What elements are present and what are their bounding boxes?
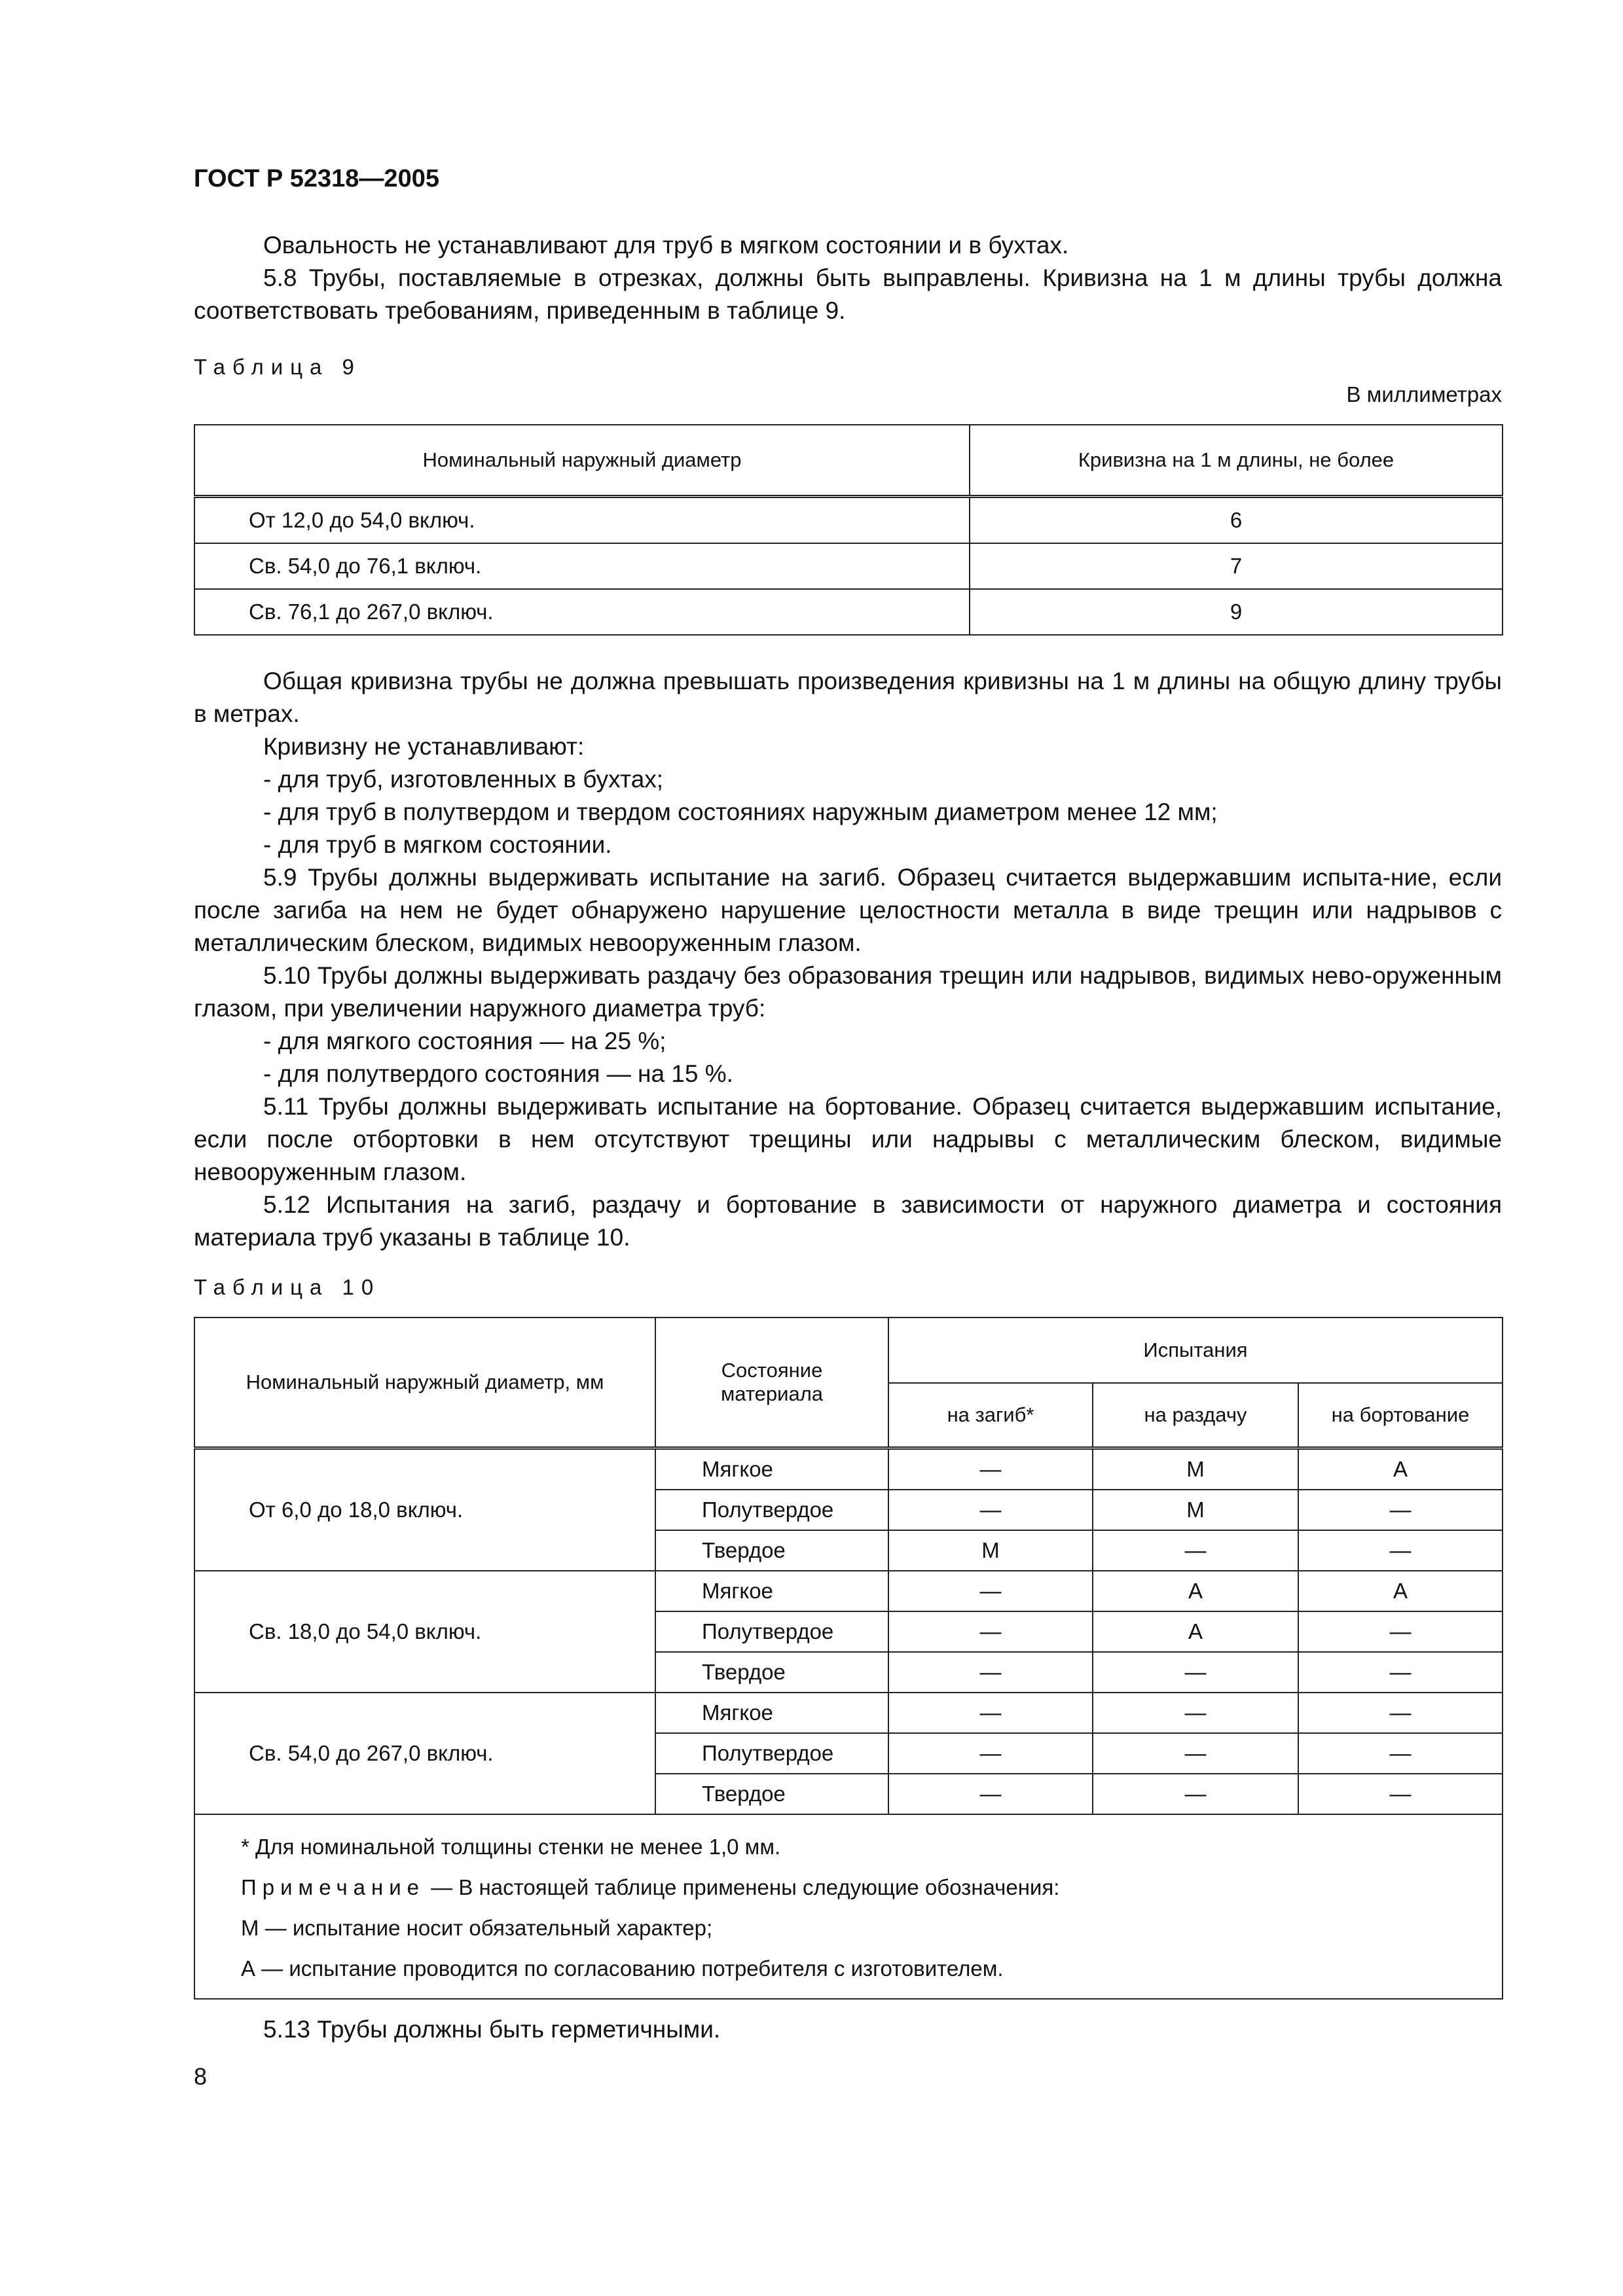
table10-cell-state: Мягкое bbox=[655, 1693, 888, 1733]
table-row bbox=[194, 1448, 1503, 1490]
table9-header-diameter: Номинальный наружный диаметр bbox=[194, 425, 970, 497]
table10-cell-bend: — bbox=[888, 1733, 1093, 1774]
table10-note-a: А — испытание проводится по согласованию потребителя с изготовителем. bbox=[241, 1956, 1004, 1981]
table10-cell-state: Твердое bbox=[655, 1652, 888, 1693]
table10-cell-bend: — bbox=[888, 1774, 1093, 1814]
table10-header-state: Состояние материала bbox=[655, 1318, 888, 1448]
table9-cell-curvature: 6 bbox=[970, 497, 1503, 544]
table-row bbox=[194, 1693, 1503, 1733]
list-item: - для полутвердого состояния — на 15 %. bbox=[263, 1060, 733, 1087]
table10-cell-expand: М bbox=[1093, 1448, 1298, 1490]
table10-cell-expand: — bbox=[1093, 1733, 1298, 1774]
table-9 bbox=[194, 424, 1503, 636]
table9-cell-diameter: Св. 76,1 до 267,0 включ. bbox=[194, 589, 970, 635]
table10-header-tests: Испытания bbox=[888, 1318, 1503, 1383]
table10-note-m: М — испытание носит обязательный характер; bbox=[241, 1916, 713, 1940]
paragraph-5-13: 5.13 Трубы должны быть герметичными. bbox=[263, 2016, 721, 2043]
table10-cell-flange: — bbox=[1298, 1490, 1503, 1530]
list-item: - для труб в мягком состоянии. bbox=[263, 831, 612, 858]
list-item: - для труб в полутвердом и твердом состояниях наружным диаметром менее 12 мм; bbox=[263, 798, 1218, 825]
paragraph-5-8: 5.8 Трубы, поставляемые в отрезках, должны быть выправлены. Кривизна на 1 м длины трубы должна соответствовать требованиям, приведенным в таблице 9. bbox=[194, 264, 1502, 324]
table9-unit: В миллиметрах bbox=[1346, 382, 1502, 406]
table10-cell-bend: — bbox=[888, 1448, 1093, 1490]
paragraph-5-10: 5.10 Трубы должны выдерживать раздачу без образования трещин или надрывов, видимых нево-оруженным глазом, при увеличении наружного диаметра труб: bbox=[194, 962, 1502, 1022]
table10-cell-bend: М bbox=[888, 1530, 1093, 1571]
table10-cell-flange: — bbox=[1298, 1693, 1503, 1733]
table10-notes-row bbox=[194, 1814, 1503, 1999]
table10-header-expand: на раздачу bbox=[1093, 1383, 1298, 1448]
table10-cell-bend: — bbox=[888, 1490, 1093, 1530]
table-10 bbox=[194, 1317, 1503, 2000]
table10-cell-state: Полутвердое bbox=[655, 1490, 888, 1530]
table9-header-row bbox=[194, 425, 1503, 497]
table10-note-label: Примечание bbox=[241, 1875, 426, 1899]
table10-cell-flange: — bbox=[1298, 1733, 1503, 1774]
table10-diameter-group: От 6,0 до 18,0 включ. bbox=[194, 1448, 655, 1571]
table10-header-bend: на загиб* bbox=[888, 1383, 1093, 1448]
paragraph-total-curvature: Общая кривизна трубы не должна превышать произведения кривизны на 1 м длины на общую длину трубы в метрах. bbox=[194, 668, 1502, 727]
table10-header-row bbox=[194, 1318, 1503, 1383]
table10-note-text: — В настоящей таблице применены следующие обозначения: bbox=[425, 1875, 1060, 1899]
table10-cell-bend: — bbox=[888, 1652, 1093, 1693]
table10-diameter-group: Св. 54,0 до 267,0 включ. bbox=[194, 1693, 655, 1814]
table9-caption: Таблица 9 bbox=[194, 355, 361, 379]
table10-cell-state: Твердое bbox=[655, 1530, 888, 1571]
table10-cell-expand: — bbox=[1093, 1530, 1298, 1571]
table10-cell-flange: — bbox=[1298, 1611, 1503, 1652]
document-header: ГОСТ Р 52318—2005 bbox=[194, 165, 439, 192]
list-item: - для труб, изготовленных в бухтах; bbox=[263, 766, 664, 793]
paragraph-ovality: Овальность не устанавливают для труб в мягком состоянии и в бухтах. bbox=[263, 232, 1069, 259]
table10-header-diameter: Номинальный наружный диаметр, мм bbox=[194, 1318, 655, 1448]
table10-cell-state: Полутвердое bbox=[655, 1733, 888, 1774]
table10-cell-bend: — bbox=[888, 1693, 1093, 1733]
table10-cell-flange: — bbox=[1298, 1530, 1503, 1571]
table9-cell-diameter: Св. 54,0 до 76,1 включ. bbox=[194, 543, 970, 589]
table10-cell-flange: А bbox=[1298, 1448, 1503, 1490]
table10-cell-bend: — bbox=[888, 1571, 1093, 1611]
table10-footnote: * Для номинальной толщины стенки не менее 1,0 мм. bbox=[241, 1835, 781, 1859]
table10-cell-flange: — bbox=[1298, 1774, 1503, 1814]
table10-caption: Таблица 10 bbox=[194, 1275, 381, 1299]
table10-cell-expand: — bbox=[1093, 1774, 1298, 1814]
table10-cell-expand: А bbox=[1093, 1611, 1298, 1652]
paragraph-5-12: 5.12 Испытания на загиб, раздачу и бортование в зависимости от наружного диаметра и состояния материала труб указаны в таблице 10. bbox=[194, 1191, 1502, 1251]
table10-diameter-group: Св. 18,0 до 54,0 включ. bbox=[194, 1571, 655, 1693]
table10-cell-bend: — bbox=[888, 1611, 1093, 1652]
table10-cell-expand: — bbox=[1093, 1693, 1298, 1733]
table9-cell-curvature: 7 bbox=[970, 543, 1503, 589]
table-row bbox=[194, 543, 1503, 589]
table10-cell-state: Мягкое bbox=[655, 1448, 888, 1490]
table10-cell-state: Твердое bbox=[655, 1774, 888, 1814]
paragraph-curvature-exemptions: Кривизну не устанавливают: bbox=[263, 733, 585, 760]
table10-cell-expand: М bbox=[1093, 1490, 1298, 1530]
table10-cell-state: Полутвердое bbox=[655, 1611, 888, 1652]
table-row bbox=[194, 497, 1503, 544]
table10-cell-state: Мягкое bbox=[655, 1571, 888, 1611]
table-row bbox=[194, 1571, 1503, 1611]
table-row bbox=[194, 589, 1503, 635]
page-number: 8 bbox=[194, 2063, 208, 2090]
table10-note-intro bbox=[241, 1867, 1502, 1908]
table10-cell-expand: — bbox=[1093, 1652, 1298, 1693]
table10-header-flange: на бортование bbox=[1298, 1383, 1503, 1448]
table10-notes bbox=[194, 1814, 1503, 1999]
table9-header-curvature: Кривизна на 1 м длины, не более bbox=[970, 425, 1503, 497]
table9-cell-curvature: 9 bbox=[970, 589, 1503, 635]
paragraph-5-9: 5.9 Трубы должны выдерживать испытание на загиб. Образец считается выдержавшим испыта-ние, если после загиба на нем не будет обнаружено нарушение целостности металла в виде трещин или надрывов с металлическим блеском, видимых невооруженным глазом. bbox=[194, 864, 1502, 956]
table10-cell-expand: А bbox=[1093, 1571, 1298, 1611]
table10-cell-flange: — bbox=[1298, 1652, 1503, 1693]
paragraph-5-11: 5.11 Трубы должны выдерживать испытание на бортование. Образец считается выдержавшим испытание, если после отбортовки в нем отсутствуют трещины или надрывы с металлическим блеском, видимые невооруженным глазом. bbox=[194, 1093, 1502, 1185]
table10-cell-flange: А bbox=[1298, 1571, 1503, 1611]
list-item: - для мягкого состояния — на 25 %; bbox=[263, 1028, 666, 1054]
table9-cell-diameter: От 12,0 до 54,0 включ. bbox=[194, 497, 970, 544]
